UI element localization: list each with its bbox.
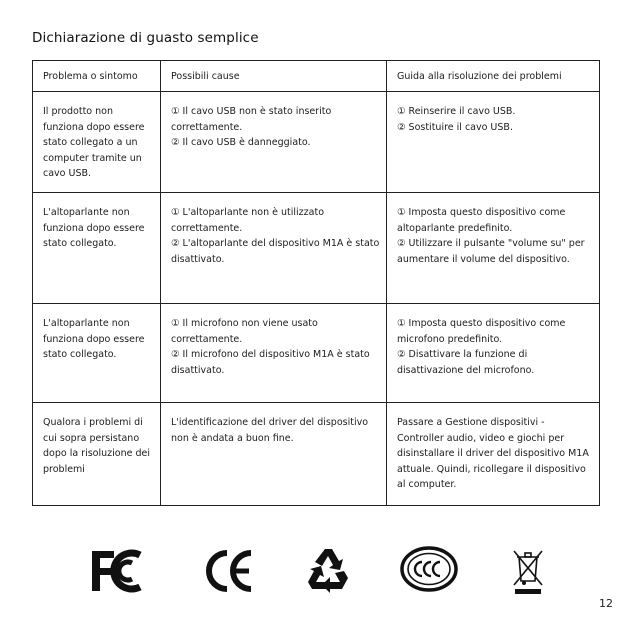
cause-item: ① Il cavo USB non è stato inserito correttamente.: [171, 106, 332, 133]
weee-crossed-bin-icon: [512, 549, 544, 595]
certification-logos: [0, 545, 631, 605]
problem-cell: Il prodotto non funziona dopo essere stato collegato a un computer tramite un cavo USB.: [33, 92, 161, 193]
column-header-causes: Possibili cause: [161, 61, 387, 92]
causes-cell: [161, 193, 387, 304]
cause-item: L'identificazione del driver del dispositivo non è andata a buon fine.: [171, 417, 369, 444]
table-row: [33, 403, 600, 506]
fcc-logo: [88, 545, 144, 597]
problem-cell: Qualora i problemi di cui sopra persistano dopo la risoluzione dei problemi: [33, 403, 161, 506]
table-row: [33, 304, 600, 403]
causes-cell: [161, 403, 387, 506]
table-row: [33, 92, 600, 193]
causes-cell: [161, 304, 387, 403]
solution-item: Passare a Gestione dispositivi - Controller audio, video e giochi per disinstallare il driver del dispositivo M1A attuale. Quindi, ricollegare il dispositivo al computer.: [397, 417, 589, 491]
problem-cell: L'altoparlante non funziona dopo essere stato collegato.: [33, 304, 161, 403]
column-header-problem: Problema o sintomo: [33, 61, 161, 92]
solution-item: ① Reinserire il cavo USB.: [397, 106, 516, 118]
solution-item: ② Utilizzare il pulsante "volume su" per aumentare il volume del dispositivo.: [397, 238, 585, 265]
troubleshooting-table: [32, 60, 600, 506]
solution-item: ① Imposta questo dispositivo come microfono predefinito.: [397, 318, 566, 345]
solutions-cell: [387, 403, 600, 506]
ccc-mark-logo: [400, 545, 458, 593]
solutions-cell: [387, 304, 600, 403]
causes-cell: [161, 92, 387, 193]
table-header-row: [33, 61, 600, 92]
column-header-solutions: Guida alla risoluzione dei problemi: [387, 61, 600, 92]
page-title: Dichiarazione di guasto semplice: [32, 30, 259, 46]
recycle-icon: [304, 545, 352, 593]
solutions-cell: [387, 92, 600, 193]
table-row: [33, 193, 600, 304]
cause-item: ① L'altoparlante non è utilizzato correttamente.: [171, 207, 325, 234]
cause-item: ② Il cavo USB è danneggiato.: [171, 137, 311, 149]
problem-cell: L'altoparlante non funziona dopo essere stato collegato.: [33, 193, 161, 304]
cause-item: ① Il microfono non viene usato correttamente.: [171, 318, 318, 345]
cause-item: ② L'altoparlante del dispositivo M1A è stato disattivato.: [171, 238, 380, 265]
solution-item: ② Disattivare la funzione di disattivazione del microfono.: [397, 349, 535, 376]
solution-item: ① Imposta questo dispositivo come altoparlante predefinito.: [397, 207, 566, 234]
solutions-cell: [387, 193, 600, 304]
page-number: 12: [599, 597, 613, 610]
cause-item: ② Il microfono del dispositivo M1A è stato disattivato.: [171, 349, 370, 376]
solution-item: ② Sostituire il cavo USB.: [397, 121, 513, 133]
ce-mark-logo: [203, 545, 255, 597]
